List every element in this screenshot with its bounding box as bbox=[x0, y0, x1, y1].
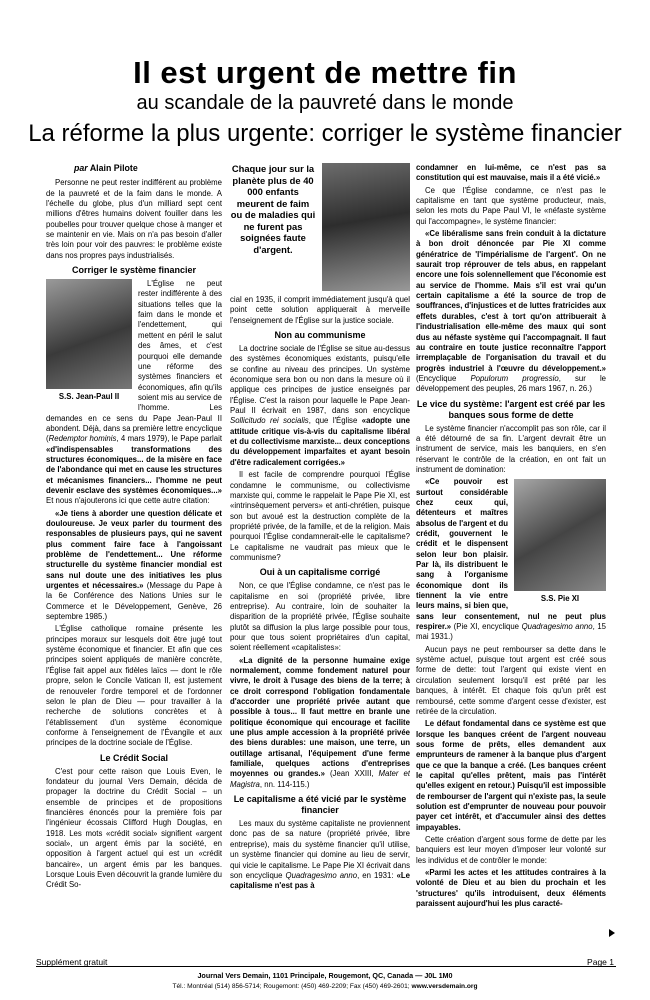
paragraph: L'Église catholique romaine présente les principes moraux sur lesquels doit être jugé tout système économique et financier. Et afin que ces principes soient appliqués de manière concrète, l'Église fait appel aux fidèles laïcs — dont le rôle propre, selon le Concile Vatican II, est justement de renouveler l'ordre temporel et de l'ordonner selon le plan de Dieu — pour travailler à la recherche de solutions concrètes et à l'établissement d'un système économique conforme à l'enseignement de l'Évangile et aux principes de la doctrine sociale de l'Église. bbox=[46, 624, 222, 748]
text-bold: «d'indispensables transformations des structures économiques... de la misère en face de l'abondance qui met en cause les structures et mécanismes financiers... l'homme ne peut devenir esclave des systèmes économiques...» bbox=[46, 444, 222, 495]
section-heading: Oui à un capitalisme corrigé bbox=[259, 567, 381, 578]
text-bold: «Le capitalisme n'est pas à bbox=[230, 870, 410, 891]
quote-bold: «Je tiens à aborder une question délicate et douloureuse. Je veux parler du tourment des responsables de plusieurs pays, qui ne savent plus comment faire face à l'angoissant problème de l'endettement... Une réforme structurelle du système financier mondial est sans nul doute une des initiatives les plus urgentes et nécessaires.» bbox=[46, 508, 222, 591]
text: , 4 mars 1979), le Pape parlait bbox=[116, 434, 222, 444]
article-title: La réforme la plus urgente: corriger le système financier bbox=[28, 120, 622, 147]
footer-page-number: Page 1 bbox=[587, 957, 614, 967]
footer-supplement: Supplément gratuit bbox=[36, 957, 108, 967]
footer-address: Journal Vers Demain, 1101 Principale, Rougemont, QC, Canada — J0L 1M0 bbox=[197, 971, 453, 980]
callout-stat: Chaque jour sur la planète plus de 40 000 enfants meurent de faim ou de maladies qui ne furent pas soignées faute d'argent. bbox=[230, 163, 316, 255]
quote-source: (Message du Pape à la 6e Conférence des Nations Unies sur le Commerce et le Développement, Genève, 26 septembre 1985.) bbox=[46, 581, 222, 622]
paragraph: condamner en lui-même, ce n'est pas sa constitution qui est mauvaise, mais il a été vicié.» bbox=[416, 163, 606, 183]
photo-hungry-children bbox=[322, 163, 410, 291]
footer-divider bbox=[36, 966, 616, 967]
portrait-image bbox=[46, 279, 132, 389]
paragraph: Cette création d'argent sous forme de dette par les banquiers est leur moyen d'imposer leur volonté sur les individus et de contrôler le monde: bbox=[416, 834, 606, 865]
text-italic: Sollicitudo rei socialis bbox=[230, 416, 309, 426]
continue-arrow-icon bbox=[609, 929, 615, 937]
subheadline: au scandale de la pauvreté dans le monde bbox=[136, 92, 514, 114]
paragraph: Personne ne peut rester indifférent au problème de la pauvreté et de la faim dans le monde. A l'échelle du globe, plus d'un milliard sept cent millions d'êtres humains doivent fouiller dans les poubelles pour trouver quelque chose à manger et se maintenir en vie. Mais on n'a pas besoin d'aller très loin pour voir des pauvres: le problème existe dans nos propres pays industrialisés. bbox=[46, 178, 222, 260]
photo-pie-xi bbox=[514, 479, 606, 604]
portrait-image bbox=[514, 479, 606, 591]
section-heading: Le capitalisme a été vicié par le système financier bbox=[233, 794, 407, 816]
section-heading: Le vice du système: l'argent est créé par les banques sous forme de dette bbox=[416, 398, 606, 420]
text: L'Église ne peut rester indifférente à des situations telles que la faim dans le monde et l'endettement, qui mettent en péril le salut des âmes, et c'est pourquoi elle demande une réforme des systèmes financiers et économiques, afin qu'ils soient mis au service de l'homme. Les demandes en ce sens du Pape Jean-Paul II abondent. Déjà, dans sa première lettre encyclique ( bbox=[46, 279, 222, 444]
quote-bold: «La dignité de la personne humaine exige normalement, comme fondement naturel pour vivre, le droit à l'usage des biens de la terre; à ce droit correspond l'obligation fondamentale d'accorder une propriété privée autant que possible à tous... Il faut mettre en branle une politique économique qui encourage et facilite une plus ample accession à la propriété privée des biens durables: une maison, une terre, un outillage artisanal, l'équipement d'une ferme familiale, quelques actions d'entreprises moyennes ou grandes.» bbox=[230, 655, 410, 779]
text-italic: Mater et Magistra bbox=[230, 769, 410, 789]
paragraph: cial en 1935, il comprit immédiatement jusqu'à quel point cette solution appliquerait à merveille l'enseignement de l'Église sur la justice sociale. bbox=[230, 295, 410, 325]
section-heading: Non au communisme bbox=[274, 330, 366, 341]
paragraph bbox=[230, 344, 410, 468]
quote-source: (Jean XXIII, bbox=[324, 769, 379, 779]
photo-jean-paul-ii bbox=[46, 279, 132, 402]
text-bold: «adopte une attitude critique vis-à-vis du capitalisme libéral et du collectivisme marxiste... deux conceptions du développement imparfaites et ayant besoin d'être radicalement corrigées.» bbox=[230, 416, 410, 467]
quote: «Parmi les actes et les attitudes contraires à la volonté de Dieu et au bien du prochain et les 'structures' qu'ils introduisent, deux éléments paraissent aujourd'hui les plus caracté- bbox=[416, 868, 606, 909]
paragraph: Aucun pays ne peut rembourser sa dette dans le système actuel, puisque tout argent est créé sous forme de dette: tout l'argent qui existe vient en circulation seulement lorsqu'il est prêté par les banques, à intérêt. Et chaque fois qu'un prêt est remboursé, cette somme d'argent cesse d'exister, est retirée de la circulation. bbox=[416, 644, 606, 716]
byline bbox=[74, 163, 222, 173]
byline-prefix: par bbox=[74, 163, 88, 173]
quote-bold: «Ce pouvoir est surtout considérable chez ceux qui, détenteurs et maîtres absolus de l'argent et du crédit, gouvernent le crédit et le dispensent selon leur bon plaisir. Par là, ils distribuent le sang à l'organisme économique dont ils tiennent la vie entre leurs mains, si bien que, sans leur consentement, nul ne peut plus respirer.» bbox=[416, 477, 606, 632]
section-heading: Corriger le système financier bbox=[71, 265, 197, 276]
paragraph bbox=[230, 819, 410, 891]
paragraph: Le système financier n'accomplit pas son rôle, car il a été détourné de sa fin. L'argent devrait être un instrument de service, mais les banquiers, en s'en réservant le contrôle de la création, en ont fait un instrument de domination: bbox=[416, 423, 606, 474]
paragraph: Il est facile de comprendre pourquoi l'Église condamne le communisme, ou collectivisme marxiste qui, comme le rappelait le Pape Pie XI, est «intrinsèquement pervers» et anti-chrétien, puisque son but avoué est la destruction complète de la propriété privée, de la famille, et de la religion. Mais pourquoi l'Église condamnerait-elle le capitalisme? Le capitalisme ne vaudrait pas mieux que le communisme? bbox=[230, 470, 410, 562]
text: , sur le développement des peuples, 26 mars 1967, n. 26.) bbox=[416, 373, 606, 394]
text: , nn. 114-115.) bbox=[259, 779, 310, 789]
text-italic: Populorum progressio bbox=[470, 373, 559, 383]
text: , en 1931: bbox=[357, 870, 397, 880]
quote bbox=[416, 229, 606, 395]
column-1 bbox=[46, 163, 222, 962]
quote bbox=[46, 509, 222, 623]
text-italic: Quadragesimo anno bbox=[285, 870, 358, 880]
headline: Il est urgent de mettre fin bbox=[133, 55, 517, 90]
quote bbox=[230, 656, 410, 790]
quote-bold: «Ce libéralisme sans frein conduit à la dictature à bon droit dénoncée par Pie XI comme génératrice de 'l'impérialisme de l'argent'. On ne saurait trop réprouver de tels abus, en rappelant encore une fois solennellement que l'économie est au service de l'homme. Mais s'il est vrai qu'un certain capitalisme a été la source de trop de souffrances, d'injustices et de luttes fratricides aux effets durables, c'est à tort qu'on attribuerait à l'industrialisation elle-même des maux qui sont dus au néfaste système qui l'accompagnait. Il faut au contraire en toute justice reconnaître l'apport irremplaçable de l'organisation du travail et du progrès industriel à l'œuvre du développement.» bbox=[416, 229, 606, 373]
quote-source: (Pie XI, encyclique bbox=[451, 622, 522, 632]
column-2 bbox=[230, 163, 410, 962]
column-3 bbox=[416, 163, 606, 962]
footer-website: www.versdemain.org bbox=[411, 983, 478, 990]
section-heading: Le Crédit Social bbox=[99, 752, 169, 763]
text: La doctrine sociale de l'Église se situe au-dessus des systèmes économiques existants, puisqu'elle se confine au niveau des principes. Un système économique sera bon ou non dans la mesure où il applique ces principes de justice enseignés par l'Église. C'est la raison pour laquelle le Pape Jean-Paul II écrivait en 1987, dans son encyclique bbox=[230, 344, 410, 416]
photo-caption: S.S. Jean-Paul II bbox=[58, 392, 120, 402]
text-italic: Quadragesimo anno bbox=[521, 622, 593, 632]
text: , que l'Église bbox=[308, 416, 362, 426]
paragraph: Le défaut fondamental dans ce système est que lorsque les banques créent de l'argent nouveau sous forme de prêts, elles demandent aux emprunteurs de ramener à la banque plus d'argent que ce que la banque a créé. (Les banques créent le capital qu'elles prêtent, mais pas l'intérêt qu'elles exigent en retour.) Puisqu'il est impossible de rembourser de l'argent qui n'existe pas, la seule solution est d'emprunter de nouveau pour pouvoir payer cet intérêt, et d'accumuler ainsi des dettes impayables. bbox=[416, 719, 606, 832]
paragraph: Non, ce que l'Église condamne, ce n'est pas le capitalisme en soi (propriété privée, libre entreprise). Au contraire, loin de souhaiter la disparition de la propriété privée, l'Église souhaite plutôt sa diffusion la plus large possible pour tous, pour que tous soient propriétaires d'un capital, soient réellement «capitalistes»: bbox=[230, 581, 410, 653]
text: Et nous n'ajouterons ici que cette autre citation: bbox=[46, 496, 210, 506]
paragraph: Ce que l'Église condamne, ce n'est pas le capitalisme en tant que système producteur, mais, selon les mots du Pape Paul VI, le «néfaste système qui l'accompagne», le système financier: bbox=[416, 185, 606, 226]
footer-contact bbox=[0, 983, 650, 990]
footer-phones: Tél.: Montréal (514) 856-5714; Rougemont: (450) 469-2209; Fax (450) 469-2601; bbox=[172, 983, 412, 990]
paragraph: C'est pour cette raison que Louis Even, le fondateur du journal Vers Demain, décida de propager la doctrine du Crédit Social – un ensemble de principes et de propositions financières énoncés pour la première fois par l'ingénieur écossais Clifford Hugh Douglas, en 1918. Les mots «crédit social» signifient «argent social», un argent émis par la société, en opposition à l'argent actuel qui est un «crédit bancaire», un argent émis par les banques. Lorsque Louis Even découvrit la grande lumière du Crédit So- bbox=[46, 766, 222, 890]
photo-caption: S.S. Pie XI bbox=[540, 594, 580, 604]
quote-source: (Encyclique bbox=[416, 373, 471, 383]
text: Les maux du système capitaliste ne proviennent donc pas de sa nature (propriété privée, libre entreprise), mais du système financier qu'il utilise, un système financier qui domine au lieu de servir, qui vicie le capitalisme. Le Pape Pie XI écrivait dans son encyclique bbox=[230, 819, 410, 880]
text-italic: Redemptor hominis bbox=[48, 434, 117, 444]
byline-author: Alain Pilote bbox=[89, 163, 138, 173]
text: , 15 mai 1931.) bbox=[416, 622, 606, 642]
